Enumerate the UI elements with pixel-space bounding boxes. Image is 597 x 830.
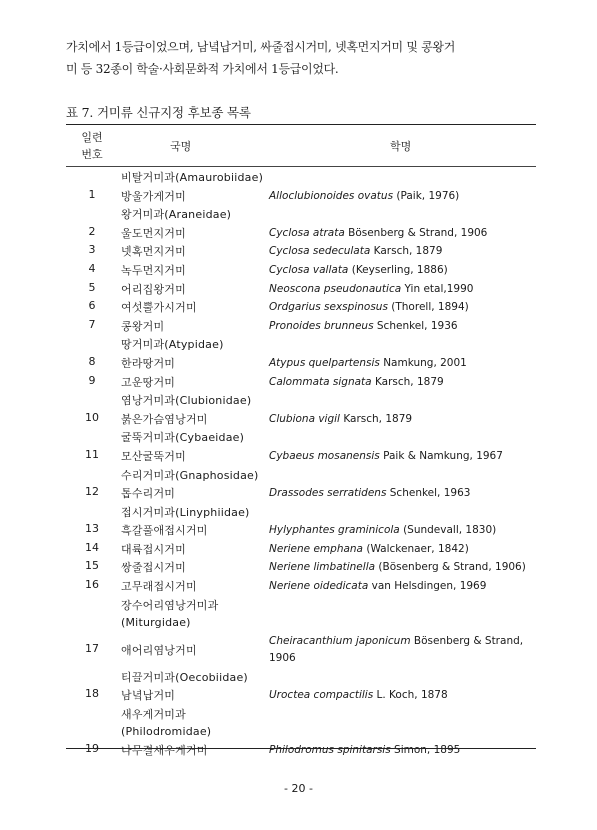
korean-name-line: 티끌거미과(Oecobiidae) <box>121 670 248 684</box>
scientific-name <box>269 578 536 595</box>
binomial-name: Neriene emphana <box>269 542 363 555</box>
korean-name-line: 톱수리거미 <box>121 487 176 501</box>
binomial-name: Uroctea compactilis <box>269 689 374 702</box>
table-row <box>66 187 536 206</box>
intro-paragraph <box>66 36 536 80</box>
serial-number: 3 <box>88 243 96 257</box>
table-caption: 표 7. 거미류 신규지정 후보종 목록 <box>66 105 251 120</box>
korean-name-line: 장수어리염낭거미과 <box>121 598 219 612</box>
binomial-name: Hylyphantes graminicola <box>269 524 400 537</box>
family-name <box>121 669 267 686</box>
table-header-rule <box>66 166 536 167</box>
family-row <box>66 428 536 447</box>
scientific-name <box>269 448 536 465</box>
serial-number: 4 <box>88 261 96 275</box>
scientific-name <box>269 633 536 667</box>
family-row <box>66 466 536 485</box>
binomial-name: Atypus quelpartensis <box>269 356 380 369</box>
table-row <box>66 224 536 243</box>
binomial-name: Clubiona vigil <box>269 412 340 425</box>
table-row <box>66 261 536 280</box>
page-number: - 20 - <box>284 782 313 795</box>
korean-name-line: 나무결새우게거미 <box>121 743 208 757</box>
table-row <box>66 410 536 429</box>
scientific-name <box>269 355 536 372</box>
serial-number: 18 <box>85 687 99 701</box>
binomial-name: Cyclosa atrata <box>269 226 345 239</box>
author-citation: Simon, 1895 <box>394 743 461 756</box>
scientific-name <box>269 243 536 260</box>
korean-name-line: 접시거미과(Linyphiidae) <box>121 505 250 519</box>
author-citation: Bösenberg & Strand, 1906 <box>348 226 488 239</box>
korean-name-line: 쌍줄접시거미 <box>121 561 186 575</box>
korean-name <box>121 578 267 595</box>
korean-name-line: 콩왕거미 <box>121 319 165 333</box>
family-name <box>121 169 267 186</box>
binomial-name: Neoscona pseudonautica <box>269 282 402 295</box>
table-row <box>66 686 536 705</box>
author-citation: Yin etal,1990 <box>404 282 474 295</box>
family-name <box>121 392 267 409</box>
serial-number: 2 <box>88 224 96 238</box>
family-name <box>121 706 267 740</box>
serial-number: 11 <box>85 447 99 461</box>
scientific-name <box>269 687 536 704</box>
korean-name <box>121 522 267 539</box>
korean-name-line: 흑갈풀애접시거미 <box>121 524 208 538</box>
korean-name <box>121 188 267 205</box>
scientific-name <box>269 742 536 759</box>
korean-name-line: 굴뚝거미과(Cybaeidae) <box>121 431 245 445</box>
korean-name <box>121 299 267 316</box>
korean-name <box>121 559 267 576</box>
korean-name-line: 한라땅거미 <box>121 356 176 370</box>
table-top-rule <box>66 124 536 125</box>
korean-name-line: 왕거미과(Araneidae) <box>121 208 232 222</box>
binomial-name: Neriene limbatinella <box>269 561 376 574</box>
author-citation: van Helsdingen, 1969 <box>371 580 487 593</box>
author-citation: (Sundevall, 1830) <box>403 524 497 537</box>
scientific-name <box>269 485 536 502</box>
serial-number: 1 <box>88 187 96 201</box>
scientific-name <box>269 522 536 539</box>
header-korean-name: 국명 <box>170 140 192 153</box>
author-citation: (Keyserling, 1886) <box>351 263 448 276</box>
table-bottom-rule <box>66 748 536 749</box>
korean-name-line: 고운땅거미 <box>121 375 176 389</box>
binomial-name: Alloclubionoides ovatus <box>269 189 394 202</box>
korean-name-line: 비탈거미과(Amaurobiidae) <box>121 171 264 184</box>
serial-number: 16 <box>85 578 99 592</box>
binomial-name: Calommata signata <box>269 375 372 388</box>
species-table-body <box>66 168 536 759</box>
korean-name-line: 수리거미과(Gnaphosidae) <box>121 468 259 482</box>
scientific-name <box>269 318 536 335</box>
author-citation: Karsch, 1879 <box>343 412 413 425</box>
intro-line-1: 가치에서 1등급이었으며, 남녘납거미, 싸줄접시거미, 넷혹먼지거미 및 콩왕거 <box>66 40 456 54</box>
korean-name-line: 새우게거미과 <box>121 707 186 721</box>
scientific-name <box>269 541 536 558</box>
table-row <box>66 521 536 540</box>
intro-line-2: 미 등 32종이 학술·사회문화적 가치에서 1등급이었다. <box>66 62 339 76</box>
korean-name <box>121 318 267 335</box>
serial-number: 8 <box>88 354 96 368</box>
binomial-name: Drassodes serratidens <box>269 487 387 500</box>
family-row <box>66 668 536 687</box>
korean-name-line: 넷혹먼지거미 <box>121 245 186 259</box>
korean-name <box>121 411 267 428</box>
scientific-name <box>269 262 536 279</box>
table-row <box>66 298 536 317</box>
serial-number: 15 <box>85 559 99 573</box>
korean-name <box>121 374 267 391</box>
table-row <box>66 577 536 596</box>
korean-name-line: 녹두먼지거미 <box>121 263 186 277</box>
korean-name-line: 여섯뿔가시거미 <box>121 301 197 315</box>
author-citation: Bösenberg & Strand, <box>413 634 524 647</box>
korean-name-line: 염낭거미과(Clubionidae) <box>121 394 252 408</box>
korean-name <box>121 355 267 372</box>
binomial-name: Philodromus spinitarsis <box>269 743 391 756</box>
binomial-name: Cybaeus mosanensis <box>269 449 380 462</box>
table-row <box>66 242 536 261</box>
family-row <box>66 503 536 522</box>
table-row <box>66 484 536 503</box>
table-row <box>66 741 536 760</box>
family-row <box>66 205 536 224</box>
family-name <box>121 597 267 631</box>
korean-name-line: 울도먼지거미 <box>121 226 186 240</box>
binomial-name: Pronoides brunneus <box>269 319 374 332</box>
korean-name <box>121 485 267 502</box>
korean-name-line: 대륙접시거미 <box>121 542 186 556</box>
family-row <box>66 705 536 741</box>
serial-number: 19 <box>85 741 99 755</box>
korean-name-line: 고무래접시거미 <box>121 580 197 594</box>
serial-number: 6 <box>88 299 96 313</box>
scientific-name <box>269 281 536 298</box>
family-name <box>121 429 267 446</box>
author-citation: L. Koch, 1878 <box>376 689 448 702</box>
serial-number: 7 <box>88 317 96 331</box>
korean-name-line: 붉은가슴염낭거미 <box>121 412 208 426</box>
scientific-name <box>269 374 536 391</box>
author-citation: (Bösenberg & Strand, 1906) <box>378 561 526 574</box>
table-row <box>66 280 536 299</box>
family-name <box>121 336 267 353</box>
scientific-name <box>269 559 536 576</box>
binomial-name: Cyclosa sedeculata <box>269 245 371 258</box>
author-citation: Paik & Namkung, 1967 <box>383 449 503 462</box>
korean-name <box>121 687 267 704</box>
family-row <box>66 596 536 632</box>
korean-name-line: 방울가게거미 <box>121 189 186 203</box>
author-citation: (Paik, 1976) <box>396 189 460 202</box>
header-serial-number <box>66 129 118 163</box>
serial-number: 9 <box>88 373 96 387</box>
author-citation: (Walckenaer, 1842) <box>366 542 469 555</box>
binomial-name: Ordgarius sexspinosus <box>269 301 388 314</box>
family-row <box>66 391 536 410</box>
korean-name-line: 남녘납거미 <box>121 689 176 703</box>
table-row <box>66 354 536 373</box>
family-row <box>66 335 536 354</box>
binomial-name: Neriene oidedicata <box>269 580 369 593</box>
scientific-name <box>269 188 536 205</box>
header-serial-line-1: 일련 <box>81 131 103 144</box>
korean-name-line: 애어리염낭거미 <box>121 643 197 657</box>
binomial-name: Cheiracanthium japonicum <box>269 634 411 647</box>
table-row <box>66 447 536 466</box>
korean-name-line-2: (Philodromidae) <box>121 724 212 738</box>
korean-name <box>121 541 267 558</box>
scientific-name <box>269 299 536 316</box>
family-row <box>66 168 536 187</box>
korean-name-line-2: (Miturgidae) <box>121 615 191 629</box>
author-citation: Schenkel, 1936 <box>376 319 458 332</box>
author-citation: Karsch, 1879 <box>373 245 443 258</box>
serial-number: 5 <box>88 280 96 294</box>
korean-name <box>121 642 267 659</box>
serial-number: 17 <box>85 641 99 655</box>
family-name <box>121 467 267 484</box>
author-citation-line-2: 1906 <box>269 651 296 664</box>
table-row <box>66 540 536 559</box>
korean-name <box>121 225 267 242</box>
table-row <box>66 632 536 668</box>
korean-name-line: 모산굴뚝거미 <box>121 449 186 463</box>
serial-number: 12 <box>85 485 99 499</box>
binomial-name: Cyclosa vallata <box>269 263 349 276</box>
scientific-name <box>269 411 536 428</box>
korean-name <box>121 448 267 465</box>
serial-number: 10 <box>85 410 99 424</box>
serial-number: 13 <box>85 522 99 536</box>
author-citation: Schenkel, 1963 <box>389 487 471 500</box>
header-scientific-name: 학명 <box>390 140 412 153</box>
table-row <box>66 558 536 577</box>
table-row <box>66 373 536 392</box>
korean-name-line: 어리집왕거미 <box>121 282 186 296</box>
table-row <box>66 317 536 336</box>
family-name <box>121 504 267 521</box>
family-name <box>121 206 267 223</box>
scientific-name <box>269 225 536 242</box>
header-serial-line-2: 번호 <box>81 148 103 161</box>
serial-number: 14 <box>85 540 99 554</box>
korean-name-line: 땅거미과(Atypidae) <box>121 338 224 352</box>
korean-name <box>121 262 267 279</box>
korean-name <box>121 281 267 298</box>
author-citation: Karsch, 1879 <box>374 375 444 388</box>
korean-name <box>121 742 267 759</box>
korean-name <box>121 243 267 260</box>
author-citation: (Thorell, 1894) <box>391 301 469 314</box>
author-citation: Namkung, 2001 <box>383 356 467 369</box>
